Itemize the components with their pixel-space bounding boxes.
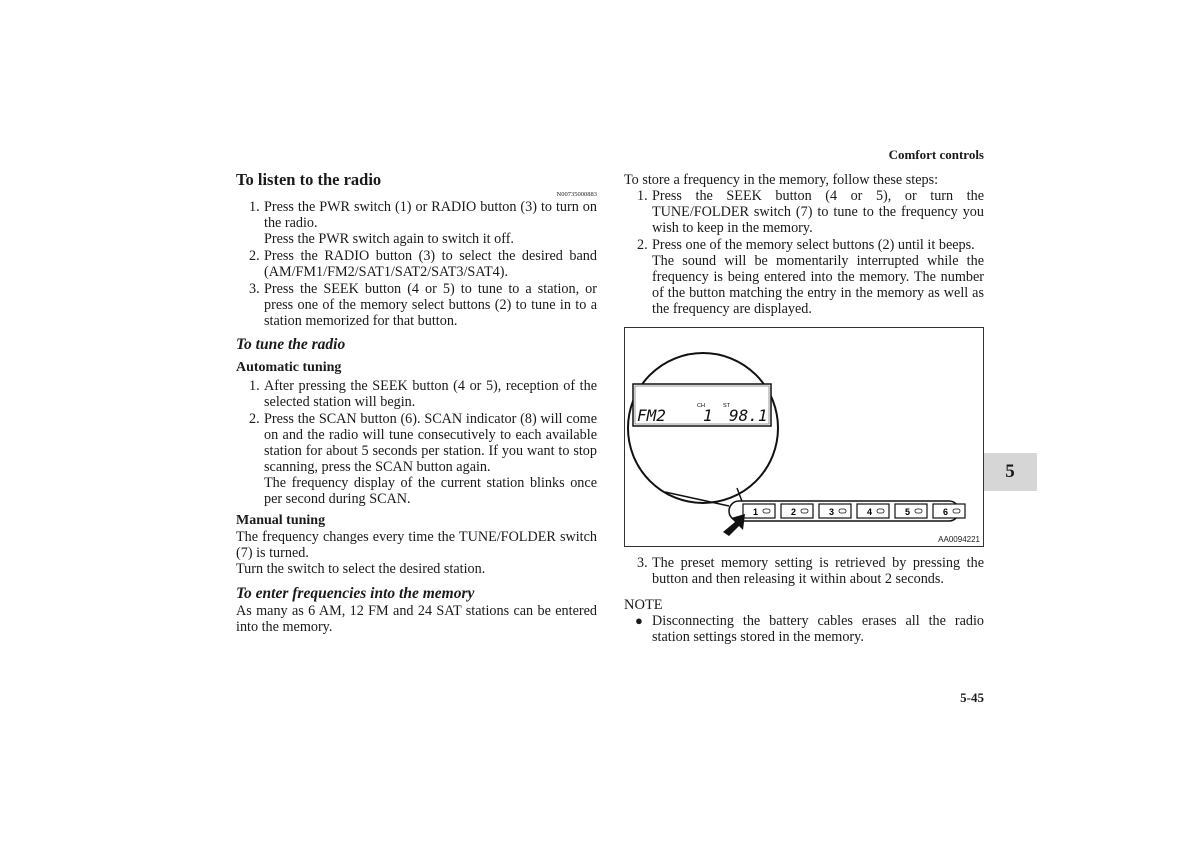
manual-paragraph-2: Turn the switch to select the desired station. xyxy=(236,561,486,577)
lcd-preset: 1 xyxy=(703,406,713,425)
preset-button-label: 5 xyxy=(905,507,911,517)
subsection-title-tune: To tune the radio xyxy=(236,336,346,353)
memory-paragraph: As many as 6 AM, 12 FM and 24 SAT stations can be entered into the memory. xyxy=(236,603,597,635)
list-item: 2. Press one of the memory select buttons (2) until it beeps. The sound will be momentarily interrupted while the frequency is being entered into the memory. The number of the button matching the entry in the memory as well as the frequency are displayed. xyxy=(637,237,984,317)
store-intro: To store a frequency in the memory, follow these steps: xyxy=(624,172,939,188)
heading-automatic-tuning: Automatic tuning xyxy=(236,360,342,375)
preset-button-label: 2 xyxy=(791,507,797,517)
left-column xyxy=(236,170,597,635)
arrow-icon xyxy=(723,514,745,536)
note-title: NOTE xyxy=(624,597,663,613)
lcd-band: FM2 xyxy=(637,406,666,425)
list-item: ● Disconnecting the battery cables erases all the radio station settings stored in the memory. xyxy=(635,613,984,645)
list-item: 2. Press the RADIO button (3) to select the desired band (AM/FM1/FM2/SAT1/SAT2/SAT3/SAT4). xyxy=(249,248,597,280)
list-item: 3. The preset memory setting is retrieved by pressing the button and then releasing it within about 2 seconds. xyxy=(637,555,984,587)
list-item: 1. Press the PWR switch (1) or RADIO button (3) to turn on the radio. Press the PWR switch again to switch it off. xyxy=(249,199,597,247)
running-header: Comfort controls xyxy=(888,147,984,162)
preset-button-label: 3 xyxy=(829,507,835,517)
right-column-lower xyxy=(624,555,984,645)
figure-code: AA0094221 xyxy=(938,535,980,544)
magnifier-circle xyxy=(628,353,778,503)
store-steps xyxy=(624,188,984,317)
retrieve-steps xyxy=(624,555,984,587)
manual-paragraph-1: The frequency changes every time the TUNE/FOLDER switch (7) is turned. xyxy=(236,529,597,561)
list-item: 3. Press the SEEK button (4 or 5) to tune to a station, or press one of the memory select buttons (2) to tune in to a station memorized for that button. xyxy=(249,281,597,329)
preset-button-label: 6 xyxy=(943,507,949,517)
radio-figure xyxy=(624,327,984,547)
listen-steps xyxy=(236,199,597,329)
subsection-title-memory: To enter frequencies into the memory xyxy=(236,585,475,602)
note-list xyxy=(624,613,984,645)
right-column xyxy=(624,172,984,318)
list-item: 1. Press the SEEK button (4 or 5), or turn the TUNE/FOLDER switch (7) to tune to the frequency you wish to keep in the memory. xyxy=(637,188,984,236)
preset-button-label: 1 xyxy=(753,507,759,517)
bullet-icon: ● xyxy=(635,613,643,628)
list-item: 1. After pressing the SEEK button (4 or 5), reception of the selected station will begin. xyxy=(249,378,597,410)
section-title: To listen to the radio xyxy=(236,170,382,189)
heading-manual-tuning: Manual tuning xyxy=(236,513,326,528)
radio-illustration xyxy=(625,328,983,546)
document-code: N00735000883 xyxy=(556,191,597,198)
page-number: 5-45 xyxy=(960,690,984,705)
ch-label: CH xyxy=(697,403,705,409)
chapter-tab: 5 xyxy=(983,453,1037,491)
auto-steps xyxy=(236,378,597,507)
lcd-frequency: 98.1 xyxy=(729,406,768,425)
list-item: 2. Press the SCAN button (6). SCAN indicator (8) will come on and the radio will tune consecutively to each available station for about 5 seconds per station. If you want to stop scanning, press the SCAN button again. The frequency display of the current station blinks once per second during SCAN. xyxy=(249,411,597,507)
st-label: ST xyxy=(723,403,731,409)
preset-button-label: 4 xyxy=(867,507,873,517)
